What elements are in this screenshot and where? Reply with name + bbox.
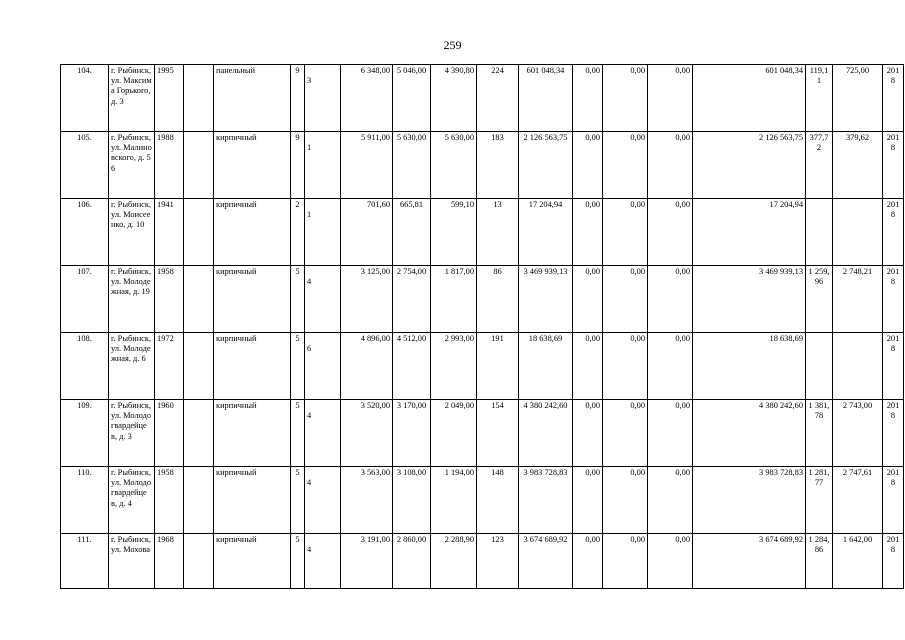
cell-floors: 9: [291, 65, 305, 132]
cell-address: г. Рыбинск, ул. Максима Горького, д. 3: [109, 65, 155, 132]
table-body: [61, 65, 904, 589]
cell-v1: 0,00: [573, 199, 603, 266]
cell-v2: 0,00: [603, 400, 648, 467]
cell-residents: 183: [477, 132, 519, 199]
cell-area-living: 3 170,00: [393, 400, 431, 467]
cell-plan-year: 2018: [883, 400, 904, 467]
cell-v2: 0,00: [603, 199, 648, 266]
cell-area-non: 2 049,00: [431, 400, 477, 467]
cell-no: 104.: [61, 65, 109, 132]
cell-area-total: 3 520,00: [341, 400, 393, 467]
cell-floors: 5: [291, 333, 305, 400]
cell-floors: 5: [291, 534, 305, 589]
cell-no: 105.: [61, 132, 109, 199]
cell-area-living: 665,81: [393, 199, 431, 266]
cell-address: г. Рыбинск, ул. Молодежная, д. 6: [109, 333, 155, 400]
cell-year: 1941: [155, 199, 184, 266]
cell-v1: 0,00: [573, 132, 603, 199]
cell-plan-year: 2018: [883, 266, 904, 333]
cell-no: 108.: [61, 333, 109, 400]
cell-total: 2 126 563,75: [693, 132, 806, 199]
cell-entrances: [305, 333, 341, 400]
cell-total: 17 204,94: [693, 199, 806, 266]
cell-area-total: 701,60: [341, 199, 393, 266]
cell-area-living: 2 754,00: [393, 266, 431, 333]
cell-material: кирпичный: [214, 400, 291, 467]
cell-u1: [806, 199, 833, 266]
cell-blank: [184, 400, 214, 467]
cell-v3: 0,00: [648, 333, 693, 400]
cell-area-total: 3 191,00: [341, 534, 393, 589]
cell-plan-year: 2018: [883, 467, 904, 534]
cell-year: 1988: [155, 132, 184, 199]
cell-entrances: [305, 199, 341, 266]
cell-floors: 5: [291, 266, 305, 333]
cell-v3: 0,00: [648, 534, 693, 589]
cell-u2: 725,00: [833, 65, 883, 132]
cell-u2: [833, 199, 883, 266]
cell-residents: 123: [477, 534, 519, 589]
cell-residents: 224: [477, 65, 519, 132]
cell-plan-year: 2018: [883, 534, 904, 589]
cell-u2: 379,62: [833, 132, 883, 199]
cell-floors: 2: [291, 199, 305, 266]
cell-material: кирпичный: [214, 266, 291, 333]
cell-area-living: 4 512,00: [393, 333, 431, 400]
entrances-value: 4: [307, 545, 312, 554]
cell-area-living: 2 860,00: [393, 534, 431, 589]
cell-total: 3 469 939,13: [693, 266, 806, 333]
cell-area-non: 5 630,00: [431, 132, 477, 199]
cell-address: г. Рыбинск, ул. Молодогвардейцев, д. 3: [109, 400, 155, 467]
cell-no: 109.: [61, 400, 109, 467]
cell-area-total: 3 563,00: [341, 467, 393, 534]
entrances-value: 1: [307, 210, 312, 219]
cell-material: кирпичный: [214, 199, 291, 266]
cell-cost: 601 048,34: [519, 65, 573, 132]
cell-entrances: [305, 132, 341, 199]
table-row: [61, 400, 904, 467]
cell-entrances: [305, 467, 341, 534]
cell-blank: [184, 467, 214, 534]
cell-cost: 3 983 728,83: [519, 467, 573, 534]
cell-blank: [184, 65, 214, 132]
entrances-value: 4: [307, 411, 312, 420]
cell-v2: 0,00: [603, 65, 648, 132]
cell-address: г. Рыбинск, ул. Моисеенко, д. 10: [109, 199, 155, 266]
cell-no: 110.: [61, 467, 109, 534]
table-row: [61, 266, 904, 333]
cell-total: 601 048,34: [693, 65, 806, 132]
entrances-value: 3: [307, 76, 312, 85]
cell-entrances: [305, 65, 341, 132]
cell-area-non: 4 390,80: [431, 65, 477, 132]
entrances-value: 4: [307, 277, 312, 286]
cell-material: панельный: [214, 65, 291, 132]
cell-u1: 377,72: [806, 132, 833, 199]
cell-plan-year: 2018: [883, 333, 904, 400]
cell-address: г. Рыбинск, ул. Малиновского, д. 56: [109, 132, 155, 199]
cell-cost: 2 126 563,75: [519, 132, 573, 199]
cell-address: г. Рыбинск, ул. Молодогвардейцев, д. 4: [109, 467, 155, 534]
cell-material: кирпичный: [214, 467, 291, 534]
cell-area-total: 6 348,00: [341, 65, 393, 132]
table-row: [61, 132, 904, 199]
cell-v1: 0,00: [573, 333, 603, 400]
cell-area-total: 4 896,00: [341, 333, 393, 400]
cell-material: кирпичный: [214, 333, 291, 400]
cell-area-total: 3 125,00: [341, 266, 393, 333]
cell-plan-year: 2018: [883, 199, 904, 266]
entrances-value: 1: [307, 143, 312, 152]
cell-v1: 0,00: [573, 400, 603, 467]
cell-cost: 3 674 689,92: [519, 534, 573, 589]
cell-residents: 86: [477, 266, 519, 333]
cell-year: 1968: [155, 534, 184, 589]
cell-blank: [184, 534, 214, 589]
entrances-value: 6: [307, 344, 312, 353]
table-row: [61, 199, 904, 266]
cell-plan-year: 2018: [883, 65, 904, 132]
cell-total: 3 674 689,92: [693, 534, 806, 589]
cell-plan-year: 2018: [883, 132, 904, 199]
cell-blank: [184, 132, 214, 199]
cell-v1: 0,00: [573, 467, 603, 534]
cell-floors: 5: [291, 467, 305, 534]
cell-year: 1995: [155, 65, 184, 132]
cell-residents: 13: [477, 199, 519, 266]
cell-floors: 5: [291, 400, 305, 467]
cell-v2: 0,00: [603, 266, 648, 333]
cell-u1: [806, 333, 833, 400]
cell-cost: 17 204,94: [519, 199, 573, 266]
table-row: [61, 333, 904, 400]
cell-area-living: 3 108,00: [393, 467, 431, 534]
table-row: [61, 534, 904, 589]
cell-blank: [184, 266, 214, 333]
table-row: [61, 65, 904, 132]
cell-floors: 9: [291, 132, 305, 199]
cell-residents: 191: [477, 333, 519, 400]
cell-u1: 1 284,86: [806, 534, 833, 589]
cell-v3: 0,00: [648, 266, 693, 333]
cell-blank: [184, 333, 214, 400]
cell-v3: 0,00: [648, 467, 693, 534]
cell-cost: 4 380 242,60: [519, 400, 573, 467]
cell-cost: 3 469 939,13: [519, 266, 573, 333]
page-number: 259: [443, 38, 462, 52]
table-row: [61, 467, 904, 534]
entrances-value: 4: [307, 478, 312, 487]
housing-registry-table: [60, 64, 904, 589]
cell-year: 1960: [155, 400, 184, 467]
cell-residents: 148: [477, 467, 519, 534]
cell-u1: 119,11: [806, 65, 833, 132]
cell-address: г. Рыбинск, ул. Молодежная, д. 19: [109, 266, 155, 333]
cell-material: кирпичный: [214, 132, 291, 199]
cell-v3: 0,00: [648, 199, 693, 266]
cell-address: г. Рыбинск, ул. Мохова: [109, 534, 155, 589]
cell-no: 107.: [61, 266, 109, 333]
cell-material: кирпичный: [214, 534, 291, 589]
cell-entrances: [305, 534, 341, 589]
cell-year: 1958: [155, 266, 184, 333]
cell-v1: 0,00: [573, 266, 603, 333]
cell-total: 3 983 728,83: [693, 467, 806, 534]
cell-year: 1972: [155, 333, 184, 400]
cell-v2: 0,00: [603, 467, 648, 534]
cell-u1: 1 381,78: [806, 400, 833, 467]
cell-no: 111.: [61, 534, 109, 589]
cell-residents: 154: [477, 400, 519, 467]
cell-area-non: 1 194,00: [431, 467, 477, 534]
cell-v1: 0,00: [573, 65, 603, 132]
cell-u2: 1 642,00: [833, 534, 883, 589]
cell-u2: 2 747,61: [833, 467, 883, 534]
cell-area-non: 1 817,00: [431, 266, 477, 333]
cell-v2: 0,00: [603, 333, 648, 400]
cell-blank: [184, 199, 214, 266]
cell-u2: 2 748,21: [833, 266, 883, 333]
cell-area-living: 5 046,00: [393, 65, 431, 132]
cell-v3: 0,00: [648, 400, 693, 467]
cell-v1: 0,00: [573, 534, 603, 589]
cell-area-non: 2 993,00: [431, 333, 477, 400]
cell-u1: 1 281,77: [806, 467, 833, 534]
cell-v2: 0,00: [603, 132, 648, 199]
cell-total: 18 638,69: [693, 333, 806, 400]
cell-entrances: [305, 266, 341, 333]
cell-u1: 1 259,96: [806, 266, 833, 333]
cell-u2: 2 743,00: [833, 400, 883, 467]
cell-v2: 0,00: [603, 534, 648, 589]
cell-u2: [833, 333, 883, 400]
cell-area-non: 2 288,90: [431, 534, 477, 589]
cell-area-living: 5 630,00: [393, 132, 431, 199]
cell-cost: 18 638,69: [519, 333, 573, 400]
cell-v3: 0,00: [648, 132, 693, 199]
cell-year: 1958: [155, 467, 184, 534]
cell-area-total: 5 911,00: [341, 132, 393, 199]
cell-v3: 0,00: [648, 65, 693, 132]
cell-entrances: [305, 400, 341, 467]
cell-area-non: 599,10: [431, 199, 477, 266]
cell-no: 106.: [61, 199, 109, 266]
cell-total: 4 380 242,60: [693, 400, 806, 467]
